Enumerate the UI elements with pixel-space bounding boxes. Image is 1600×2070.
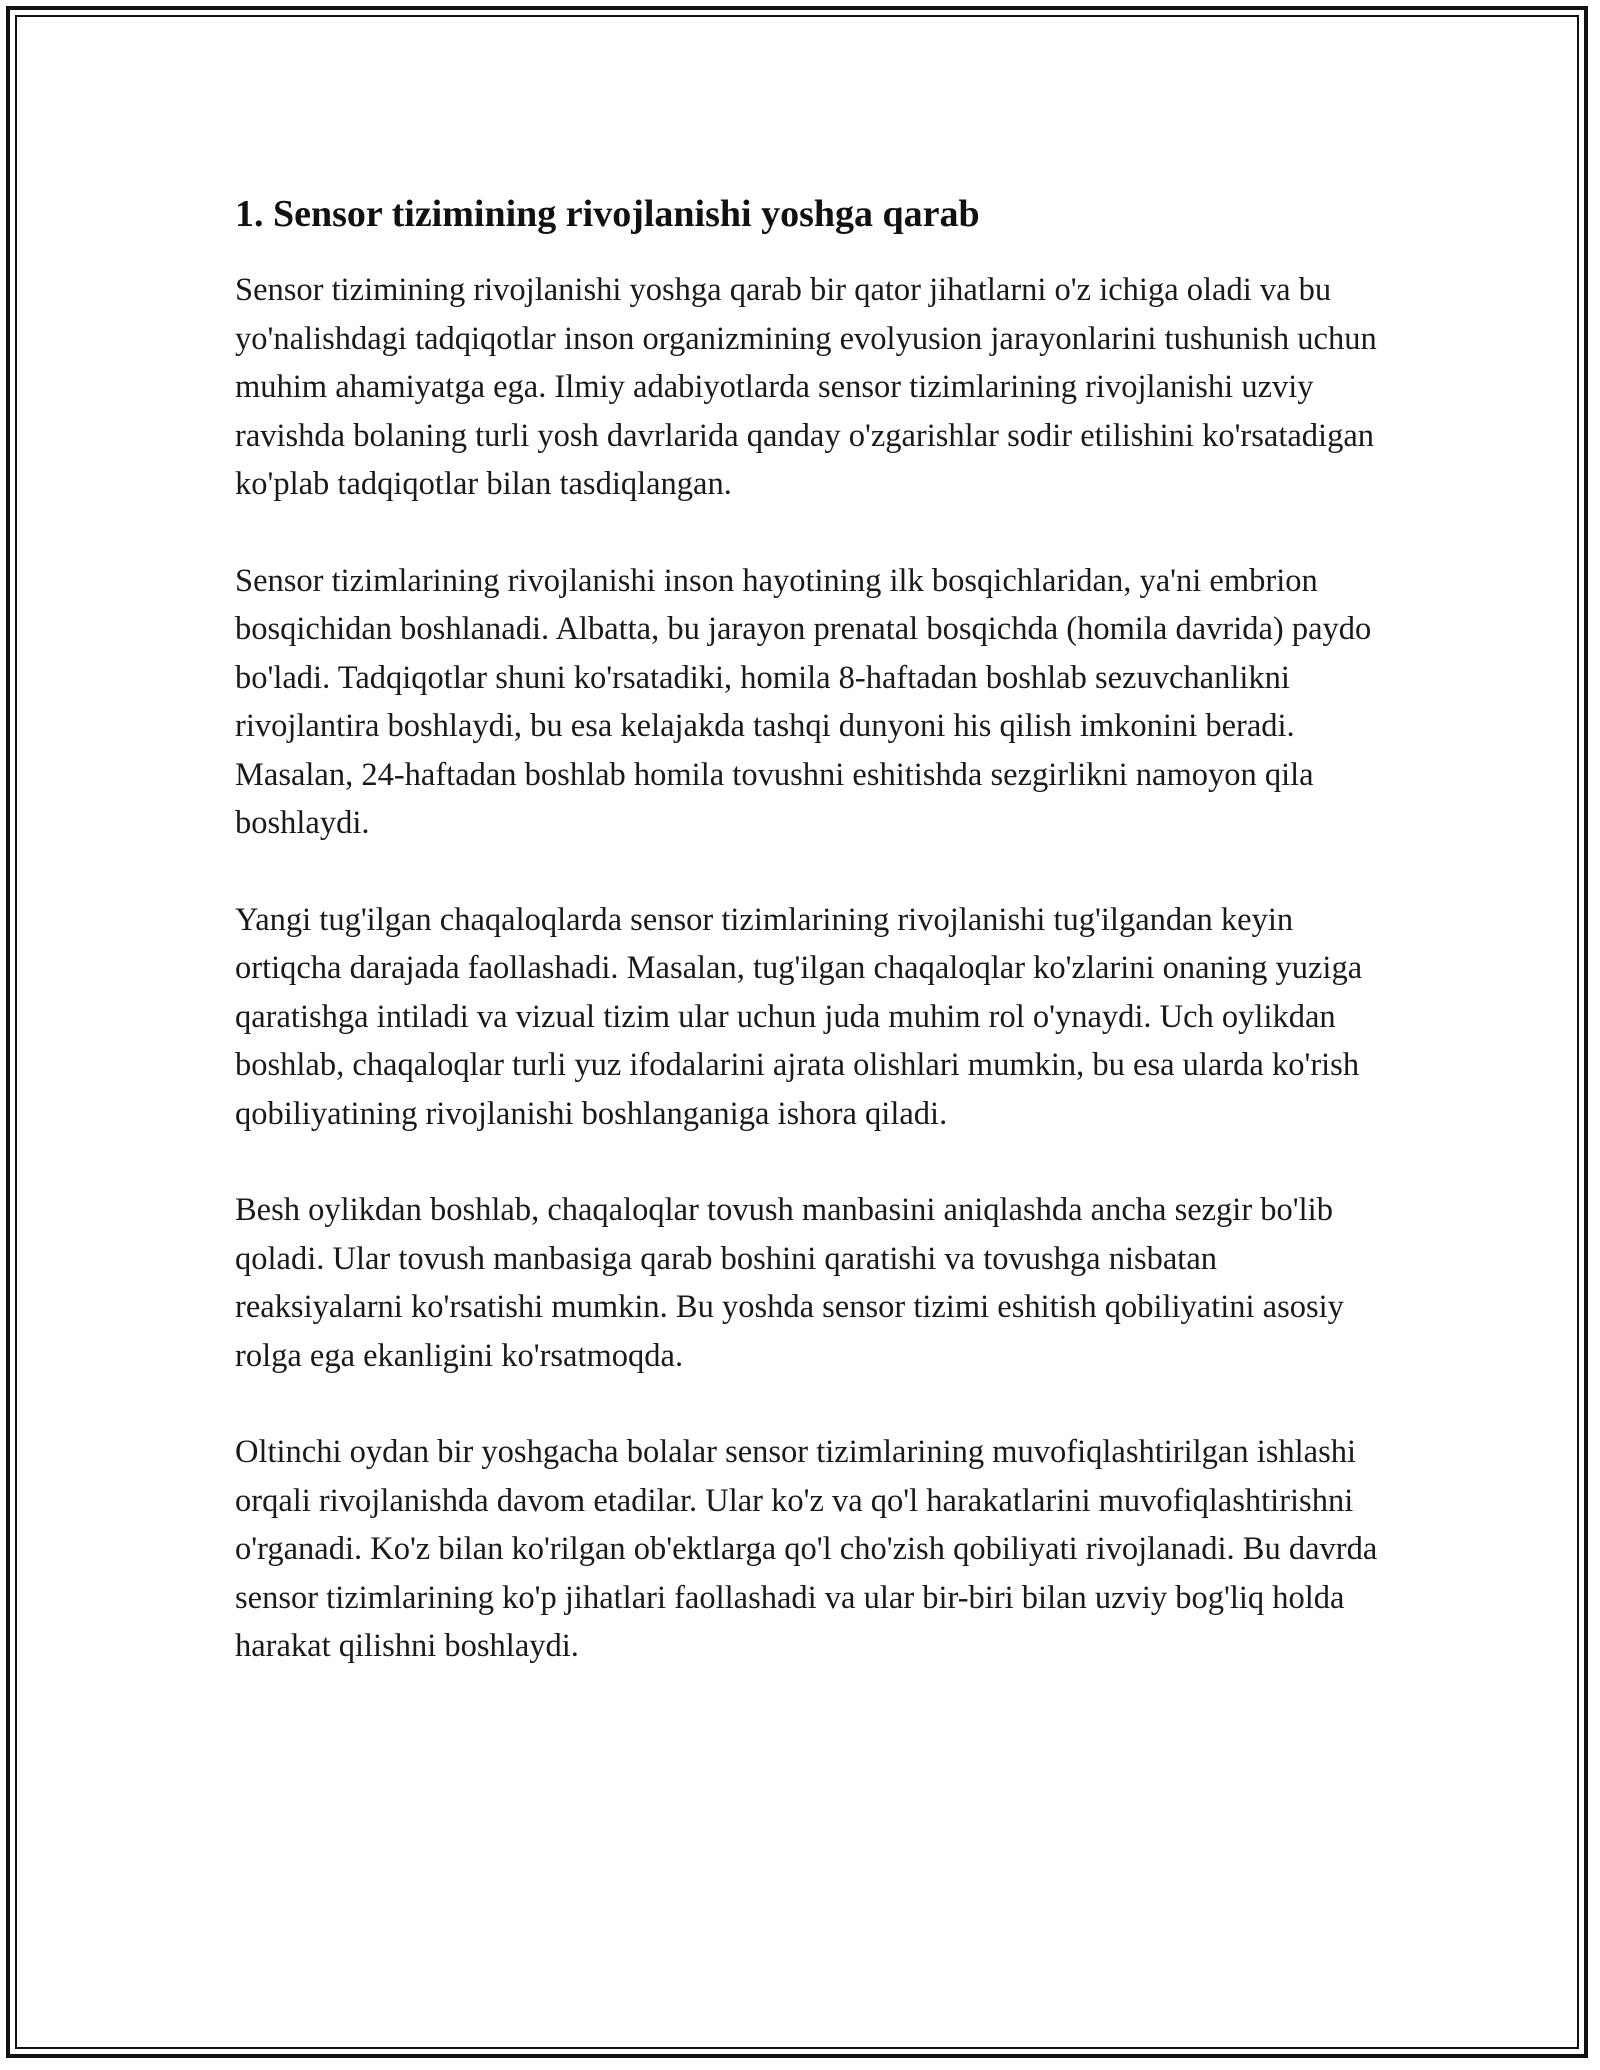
paragraph-5: Oltinchi oydan bir yoshgacha bolalar sensor tizimlarining muvofiqlashtirilgan ishlashi orqali rivojlanishda davom etadilar. Ular ko'z va qo'l harakatlarini muvofiqlashtirishni o'rganadi. Ko'z bilan ko'rilgan ob'ektlarga qo'l cho'zish qobiliyati rivojlanadi. Bu davrda sensor tizimlarining ko'p jihatlari faollashadi va ular bir-biri bilan uzviy bog'liq holda harakat qilishni boshlaydi. — [235, 1434, 1378, 1664]
paragraph-3: Yangi tug'ilgan chaqaloqlarda sensor tizimlarining rivojlanishi tug'ilgandan keyin ortiqcha darajada faollashadi. Masalan, tug'ilgan chaqaloqlar ko'zlarini onaning yuziga qaratishga intiladi va vizual tizim ular uchun juda muhim rol o'ynaydi. Uch oylikdan boshlab, chaqaloqlar turli yuz ifodalarini ajrata olishlari mumkin, bu esa ularda ko'rish qobiliyatining rivojlanishi boshlanganiga ishora qiladi. — [235, 901, 1363, 1132]
section-heading: 1. Sensor tizimining rivojlanishi yoshga qarab — [235, 193, 980, 235]
paragraph-1: Sensor tizimining rivojlanishi yoshga qarab bir qator jihatlarni o'z ichiga oladi va bu yo'nalishdagi tadqiqotlar inson organizmining evolyusion jarayonlarini tushunish uchun muhim ahamiyatga ega. Ilmiy adabiyotlarda sensor tizimlarining rivojlanishi uzviy ravishda bolaning turli yosh davrlarida qanday o'zgarishlar sodir etilishini ko'rsatadigan ko'plab tadqiqotlar bilan tasdiqlangan. — [235, 272, 1377, 502]
document-body — [235, 188, 1385, 1671]
paragraph-4: Besh oylikdan boshlab, chaqaloqlar tovush manbasini aniqlashda ancha sezgir bo'lib qoladi. Ular tovush manbasiga qarab boshini qaratishi va tovushga nisbatan reaksiyalarni ko'rsatishi mumkin. Bu yoshda sensor tizimi eshitish qobiliyatini asosiy rolga ega ekanligini ko'rsatmoqda. — [235, 1192, 1344, 1374]
paragraph-2: Sensor tizimlarining rivojlanishi inson hayotining ilk bosqichlaridan, ya'ni embrion bosqichidan boshlanadi. Albatta, bu jarayon prenatal bosqichda (homila davrida) paydo bo'ladi. Tadqiqotlar shuni ko'rsatadiki, homila 8-haftadan boshlab sezuvchanlikni rivojlantira boshlaydi, bu esa kelajakda tashqi dunyoni his qilish imkonini beradi. Masalan, 24-haftadan boshlab homila tovushni eshitishda sezgirlikni namoyon qila boshlaydi. — [235, 562, 1372, 841]
